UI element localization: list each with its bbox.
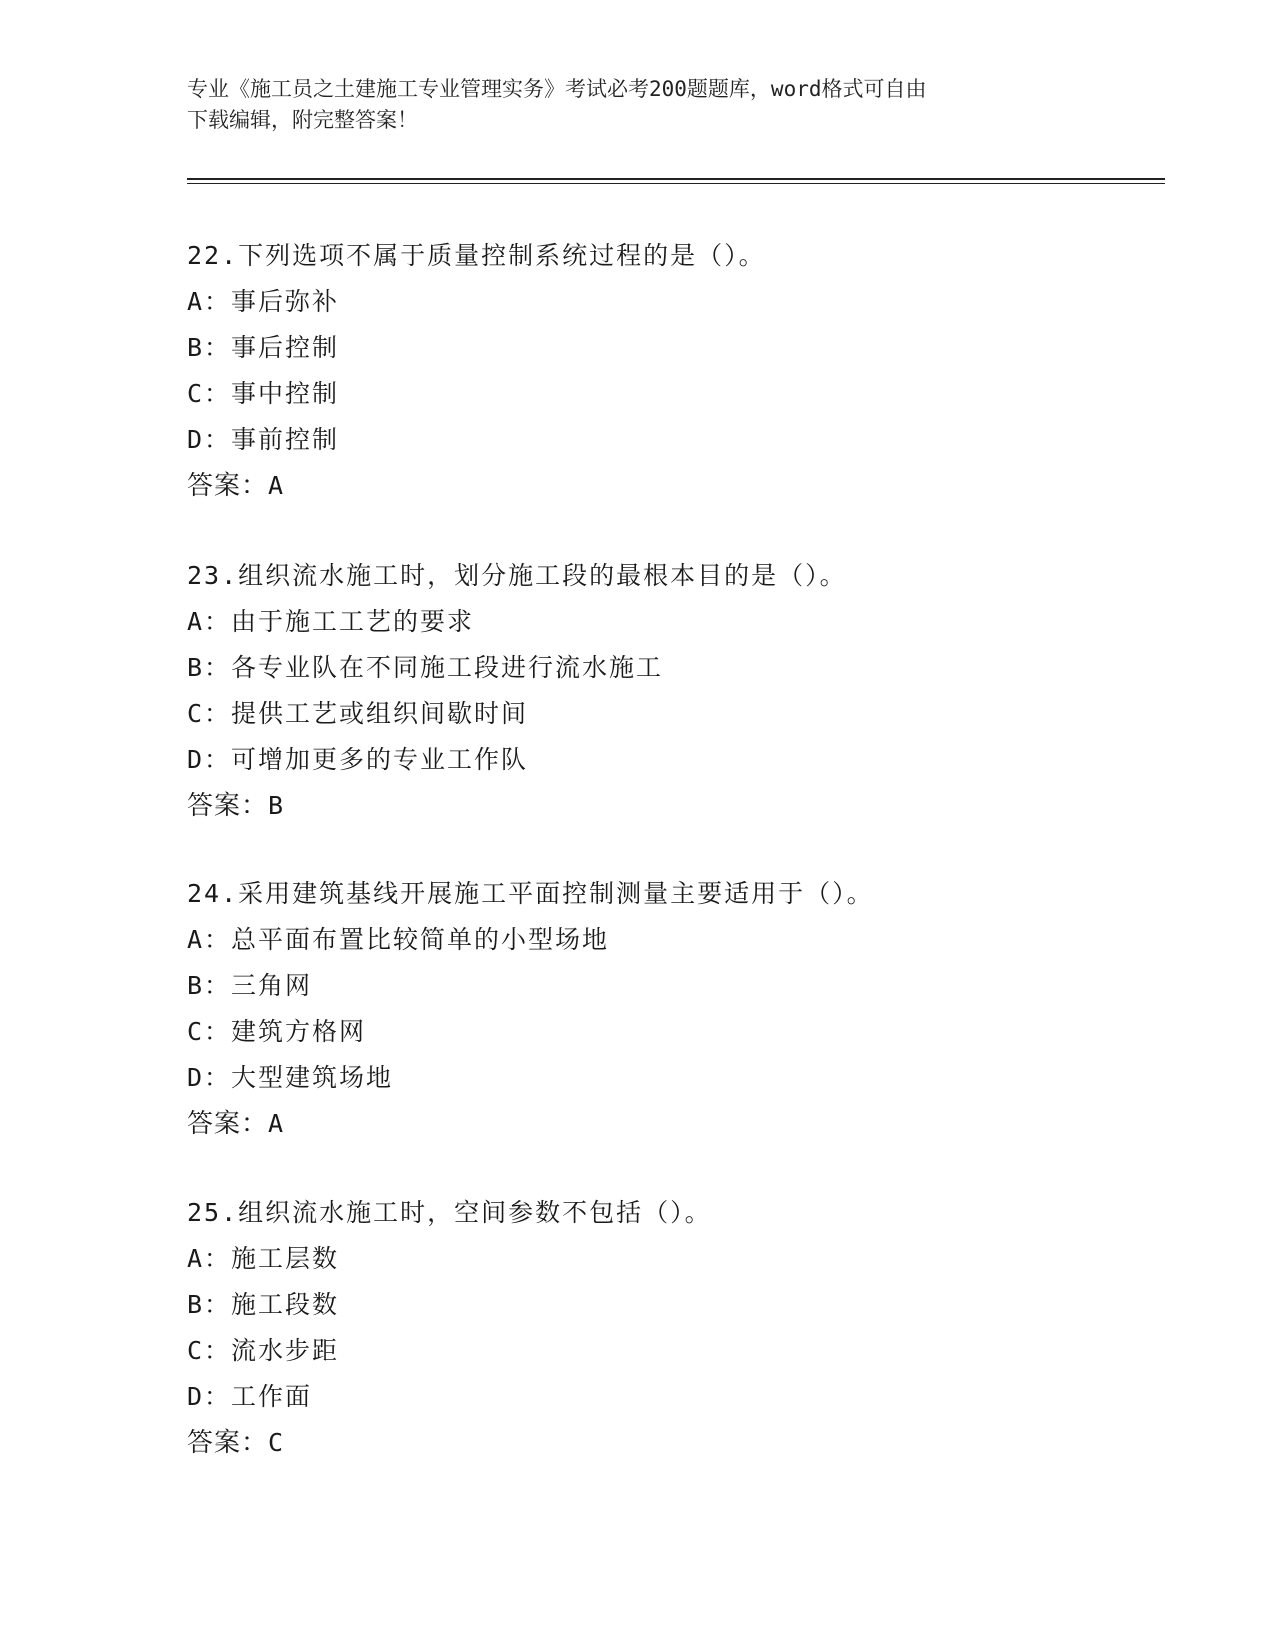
header-line-2: 下载编辑，附完整答案！: [187, 108, 418, 132]
option-b: B：施工段数: [187, 1290, 340, 1319]
answer-label: 答案：: [187, 1428, 269, 1458]
option-b: B：三角网: [187, 971, 313, 1000]
option-c: C：提供工艺或组织间歇时间: [187, 699, 529, 728]
option-a: A：总平面布置比较简单的小型场地: [187, 925, 610, 954]
question-22: [187, 233, 1167, 509]
answer-value: C: [268, 1428, 285, 1457]
answer-line: [187, 463, 1167, 509]
question-23: [187, 553, 1167, 829]
option-d: D：大型建筑场地: [187, 1063, 394, 1092]
answer-value: A: [268, 471, 285, 500]
option-b: B：事后控制: [187, 333, 340, 362]
answer-value: B: [268, 791, 285, 820]
header-line-1: 专业《施工员之土建施工专业管理实务》考试必考200题题库，word格式可自由: [187, 77, 927, 101]
answer-line: [187, 1420, 1167, 1466]
option-c: C：事中控制: [187, 379, 340, 408]
option-c: C：流水步距: [187, 1336, 340, 1365]
header-divider-thin: [187, 183, 1165, 184]
answer-line: [187, 1101, 1167, 1147]
question-stem: 24.采用建筑基线开展施工平面控制测量主要适用于（）。: [187, 879, 874, 908]
option-a: A：由于施工工艺的要求: [187, 607, 475, 636]
option-c: C：建筑方格网: [187, 1017, 367, 1046]
option-a: A：施工层数: [187, 1244, 340, 1273]
question-stem: 25.组织流水施工时，空间参数不包括（）。: [187, 1198, 712, 1227]
option-a: A：事后弥补: [187, 287, 340, 316]
question-24: [187, 871, 1167, 1147]
option-d: D：事前控制: [187, 425, 340, 454]
header-divider-thick: [187, 178, 1165, 180]
option-b: B：各专业队在不同施工段进行流水施工: [187, 653, 664, 682]
answer-label: 答案：: [187, 1109, 269, 1139]
answer-label: 答案：: [187, 791, 269, 821]
answer-line: [187, 783, 1167, 829]
question-25: [187, 1190, 1167, 1466]
question-stem: 23.组织流水施工时，划分施工段的最根本目的是（）。: [187, 561, 847, 590]
option-d: D：工作面: [187, 1382, 313, 1411]
answer-label: 答案：: [187, 471, 269, 501]
document-header: [187, 74, 1067, 136]
answer-value: A: [268, 1109, 285, 1138]
question-stem: 22.下列选项不属于质量控制系统过程的是（）。: [187, 241, 766, 270]
option-d: D：可增加更多的专业工作队: [187, 745, 529, 774]
